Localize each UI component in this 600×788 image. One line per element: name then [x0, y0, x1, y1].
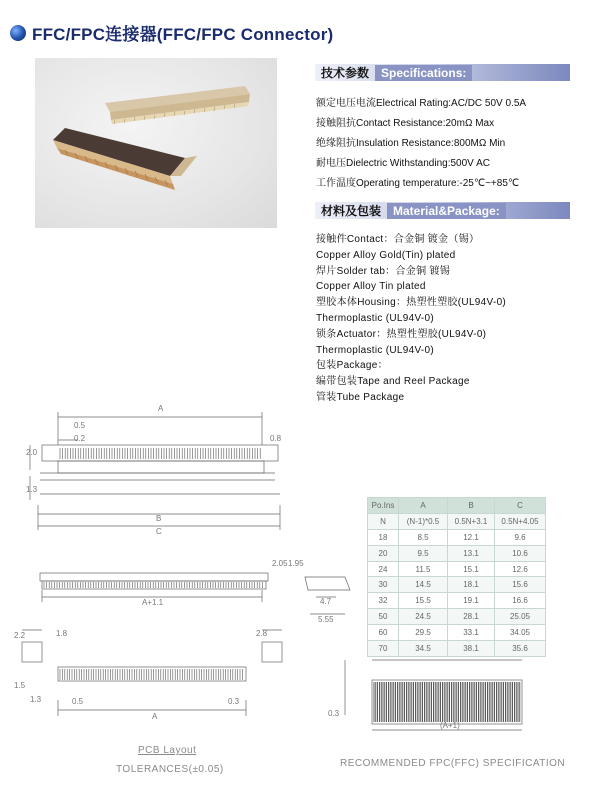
table-cell: (N-1)*0.5: [399, 513, 448, 529]
table-cell: B: [448, 498, 495, 514]
table-cell: 34.5: [399, 641, 448, 657]
dim-label: 0.8: [270, 434, 282, 443]
material-item: 焊片Solder tab：合金铜 镀锡: [316, 265, 451, 277]
pin-hatch: [60, 669, 242, 680]
table-cell: 8.5: [399, 529, 448, 545]
table-row: [368, 625, 546, 641]
table-cell: 9.6: [495, 529, 546, 545]
table-cell: 24.5: [399, 609, 448, 625]
table-row: [368, 513, 546, 529]
table-cell: 35.6: [495, 641, 546, 657]
table-cell: 0.5N+4.05: [495, 513, 546, 529]
table-cell: 32: [368, 593, 399, 609]
table-cell: 18.1: [448, 577, 495, 593]
material-item: 包装Package：: [316, 360, 388, 372]
material-heading: 材料及包装 Material&Package:: [315, 202, 570, 219]
spec-item: 耐电压Dielectric Withstanding:500V AC: [316, 158, 490, 169]
dim-label: 5.55: [318, 615, 334, 624]
page-title: FFC/FPC连接器(FFC/FPC Connector): [32, 25, 334, 44]
material-item: 塑胶本体Housing：热塑性塑胶(UL94V-0): [316, 297, 507, 309]
table-row: [368, 498, 546, 514]
table-cell: 0.5N+3.1: [448, 513, 495, 529]
table-row: [368, 545, 546, 561]
table-cell: 16.6: [495, 593, 546, 609]
table-row: [368, 609, 546, 625]
table-cell: 25.05: [495, 609, 546, 625]
table-cell: 30: [368, 577, 399, 593]
dim-label: C: [156, 527, 162, 536]
table-cell: 70: [368, 641, 399, 657]
spec-item: 接触阻抗Contact Resistance:20mΩ Max: [316, 118, 495, 129]
table-cell: 24: [368, 561, 399, 577]
material-item: 编带包装Tape and Reel Package: [316, 376, 470, 388]
tolerances-caption: TOLERANCES(±0.05): [116, 764, 224, 775]
dim-label: 0.2: [74, 434, 86, 443]
table-cell: 33.1: [448, 625, 495, 641]
table-cell: 15.1: [448, 561, 495, 577]
material-item: Thermoplastic (UL94V-0): [316, 344, 435, 356]
dim-label: 0.5: [72, 697, 84, 706]
material-item: 管装Tube Package: [316, 391, 405, 403]
dim-label: B: [156, 514, 162, 523]
dim-label: 4.7: [320, 597, 332, 606]
table-cell: 29.5: [399, 625, 448, 641]
table-row: [368, 577, 546, 593]
material-item: 锁条Actuator：热塑性塑胶(UL94V-0): [316, 328, 487, 340]
pin-dimension-table: [367, 497, 546, 657]
table-cell: 9.5: [399, 545, 448, 561]
pin-hatch: [44, 582, 262, 588]
dim-label: 2.0: [26, 448, 38, 457]
table-row: [368, 641, 546, 657]
pcb-layout-caption: PCB Layout: [138, 745, 197, 756]
dim-label: 1.95: [288, 559, 304, 568]
table-cell: 50: [368, 609, 399, 625]
table-cell: 18: [368, 529, 399, 545]
table-cell: 12.6: [495, 561, 546, 577]
material-item: Thermoplastic (UL94V-0): [316, 312, 435, 324]
table-cell: 60: [368, 625, 399, 641]
dim-label: 2.8: [256, 629, 268, 638]
table-cell: 10.6: [495, 545, 546, 561]
table-row: [368, 529, 546, 545]
table-cell: 38.1: [448, 641, 495, 657]
dim-label: (A+1): [440, 721, 460, 730]
table-cell: Po.Ins: [368, 498, 399, 514]
dim-label: 0.3: [328, 709, 340, 718]
table-cell: C: [495, 498, 546, 514]
material-item: Copper Alloy Tin plated: [316, 281, 426, 293]
specifications-heading: 技术参数 Specifications:: [315, 64, 570, 81]
table-cell: 12.1: [448, 529, 495, 545]
material-item: Copper Alloy Gold(Tin) plated: [316, 249, 456, 261]
table-cell: 15.6: [495, 577, 546, 593]
table-cell: 11.5: [399, 561, 448, 577]
dim-label: A+1.1: [142, 598, 164, 607]
material-item: 接触件Contact：合金铜 镀金（锡）: [316, 234, 480, 245]
spec-item: 绝缘阻抗Insulation Resistance:800MΩ Min: [316, 138, 506, 149]
dim-label: 1.5: [14, 681, 26, 690]
table-cell: 20: [368, 545, 399, 561]
dim-label: 2.2: [14, 631, 26, 640]
dim-label: A: [152, 712, 158, 721]
table-cell: 19.1: [448, 593, 495, 609]
spec-item: 工作温度Operating temperature:-25℃~+85℃: [316, 178, 520, 189]
table-cell: A: [399, 498, 448, 514]
table-cell: 13.1: [448, 545, 495, 561]
table-cell: 15.5: [399, 593, 448, 609]
table-cell: 14.5: [399, 577, 448, 593]
spec-item: 额定电压电流Electrical Rating:AC/DC 50V 0.5A: [316, 98, 527, 109]
dim-label: 2.05: [272, 559, 288, 568]
dim-label: 0.3: [228, 697, 240, 706]
dim-label: 1.3: [30, 695, 42, 704]
dim-label: 0.5: [74, 421, 86, 430]
table-row: [368, 561, 546, 577]
table-row: [368, 593, 546, 609]
table-cell: N: [368, 513, 399, 529]
pin-hatch: [374, 682, 520, 722]
dim-label: 1.3: [26, 485, 38, 494]
pin-hatch: [60, 448, 260, 459]
recommended-caption: RECOMMENDED FPC(FFC) SPECIFICATION: [340, 758, 566, 769]
dim-label: 1.8: [56, 629, 68, 638]
dim-label: A: [158, 404, 164, 413]
table-cell: 34.05: [495, 625, 546, 641]
table-cell: 28.1: [448, 609, 495, 625]
